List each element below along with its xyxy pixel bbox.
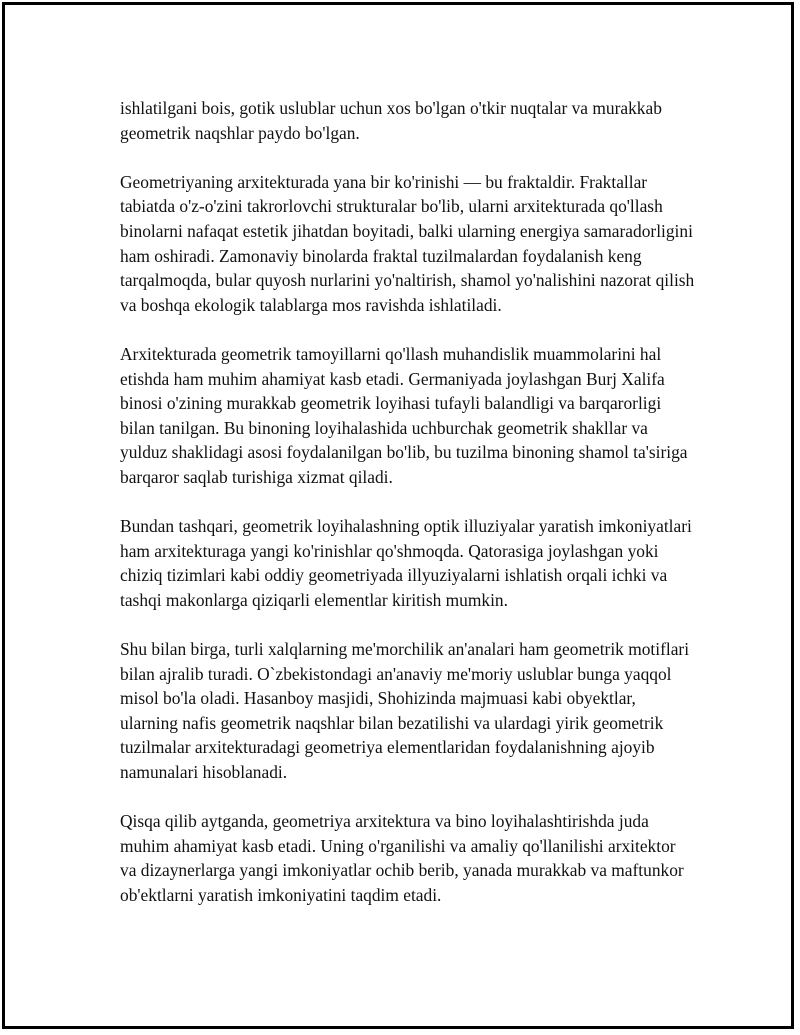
page-frame	[2, 2, 794, 1029]
paragraph-conclusion: Qisqa qilib aytganda, geometriya arxitektura va bino loyihalashtirishda juda muhim ahamiyat kasb etadi. Uning o'rganilishi va amaliy qo'llanilishi arxitektor va dizaynerlarga yangi imkoniyatlar ochib berib, yanada murakkab va maftunkor ob'ektlarni yaratish imkoniyatini taqdim etadi.	[120, 811, 684, 905]
paragraph-gothic-continuation: ishlatilgani bois, gotik uslublar uchun xos bo'lgan o'tkir nuqtalar va murakkab geometrik naqshlar paydo bo'lgan.	[120, 98, 662, 143]
document-body	[120, 96, 695, 908]
paragraph-fractals: Geometriyaning arxitekturada yana bir ko'rinishi — bu fraktaldir. Fraktallar tabiatda o'z-o'zini takrorlovchi strukturalar bo'lib, ularni arxitekturada qo'llash binolarni nafaqat estetik jihatdan boyitadi, balki ularning energiya samaradorligini ham oshiradi. Zamonaviy binolarda fraktal tuzilmalardan foydalanish keng tarqalmoqda, bular quyosh nurlarini yo'naltirish, shamol yo'nalishini nazorat qilish va boshqa ekologik talablarga mos ravishda ishlatiladi.	[120, 171, 695, 315]
paragraph-optical-illusions: Bundan tashqari, geometrik loyihalashning optik illuziyalar yaratish imkoniyatlari ham arxitekturaga yangi ko'rinishlar qo'shmoqda. Qatorasiga joylashgan yoki chiziq tizimlari kabi oddiy geometriyada illyuziyalarni ishlatish orqali ichki va tashqi makonlarga qiziqarli elementlar kiritish mumkin.	[120, 516, 692, 610]
paragraph-national-traditions: Shu bilan birga, turli xalqlarning me'morchilik an'analari ham geometrik motiflari bilan ajralib turadi. O`zbekistondagi an'anaviy me'moriy uslublar bunga yaqqol misol bo'la oladi. Hasanboy masjidi, Shohizinda majmuasi kabi obyektlar, ularning nafis geometrik naqshlar bilan bezatilishi va ulardagi yirik geometrik tuzilmalar arxitekturadagi geometriya elementlaridan foydalanishning ajoyib namunalari hisoblanadi.	[120, 639, 690, 783]
paragraph-engineering: Arxitekturada geometrik tamoyillarni qo'llash muhandislik muammolarini hal etishda ham muhim ahamiyat kasb etadi. Germaniyada joylashgan Burj Xalifa binosi o'zining murakkab geometrik loyihasi tufayli balandligi va barqarorligi bilan tanilgan. Bu binoning loyihalashida uchburchak geometrik shakllar va yulduz shaklidagi asosi foydalanilgan bo'lib, bu tuzilma binoning shamol ta'siriga barqaror saqlab turishiga xizmat qiladi.	[120, 343, 688, 487]
